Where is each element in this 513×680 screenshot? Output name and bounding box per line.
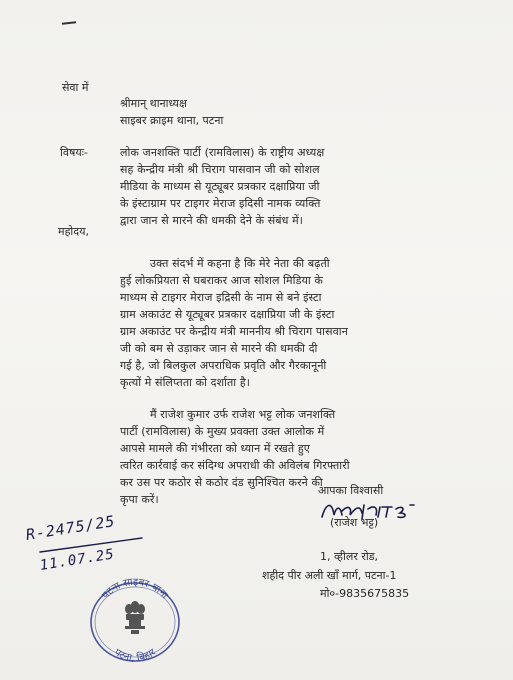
- receipt-ref: R-2475/25: [24, 511, 117, 544]
- recipient-line-2: साइबर क्राइम थाना, पटना: [120, 114, 224, 127]
- paragraph-line: त्वरित कार्रवाई कर संदिग्ध अपराधी की अविलंब गिरफ्तारी: [120, 459, 350, 472]
- paragraph-line: पार्टी (रामविलास) के मुख्य प्रवक्ता उक्त आलोक में: [120, 425, 325, 438]
- paragraph-line: जी को बम से उड़ाकर जान से मारने की धमकी दी: [120, 342, 318, 355]
- paragraph-line: गई है, जो बिलकुल अपराधिक प्रवृति और गैरकानूनी: [120, 359, 327, 372]
- paragraph-line: कर उस पर कठोर से कठोर दंड सुनिश्चित करने की: [120, 476, 323, 489]
- subject-line: मीडिया के माध्यम से यूट्यूबर प्रत्रकार दक्षाप्रिया जी: [120, 180, 320, 193]
- salutation-to: सेवा में: [62, 81, 89, 94]
- greeting: महोदय,: [58, 225, 89, 238]
- mobile-number: मो०-9835675835: [320, 587, 410, 600]
- paragraph-line: ग्राम अकाउंट से यूट्यूबर प्रत्रकार दक्षाप्रिया जी के इंस्टा: [120, 308, 335, 321]
- subject-line: लोक जनशक्ति पार्टी (रामविलास) के राष्ट्रीय अध्यक्ष: [120, 146, 325, 159]
- paragraph-line: कृत्यों मे संलिप्तता को दर्शाता है।: [120, 376, 251, 389]
- paragraph-line: माध्यम से टाइगर मेराज इद्रिसी के नाम से बने इंस्टा: [120, 291, 322, 304]
- receipt-note: [22, 512, 162, 582]
- subject-label: विषयः-: [60, 146, 88, 159]
- recipient-line-1: श्रीमान् थानाध्यक्ष: [120, 97, 187, 110]
- stamp-top-text: पटना साइबर थाना: [100, 577, 170, 602]
- subject-line: द्वारा जान से मारने की धमकी देने के संबंध में।: [120, 214, 304, 227]
- paragraph-line: ग्राम अकाउंट पर केन्द्रीय मंत्री माननीय श्री चिराग पासवान: [120, 325, 348, 338]
- paragraph-line: हुई लोकप्रियता से घबराकर आज सोशल मिडिया के: [120, 274, 323, 287]
- address-line-1: 1, व्हीलर रोड,: [320, 550, 379, 563]
- stamp-bottom-text: पटना, बिहार: [112, 647, 158, 663]
- address-line-2: शहीद पीर अली खाँ मार्ग, पटना-1: [262, 569, 397, 582]
- closing: आपका विश्वासी: [318, 484, 384, 497]
- signer-name: (राजेश भट्ट): [330, 516, 379, 529]
- receipt-date: 11.07.25: [38, 546, 116, 574]
- paragraph-line: उक्त संदर्भ में कहना है कि मेरे नेता की बढ़ती: [150, 257, 330, 270]
- top-dash-mark: [62, 21, 76, 24]
- national-emblem-icon: [125, 601, 145, 634]
- subject-line: के इंस्टाग्राम पर टाइगर मेराज इदिसी नामक व्यक्ति: [120, 197, 321, 210]
- paragraph-line: कृपा करें।: [120, 493, 159, 506]
- subject-line: सह केन्द्रीय मंत्री श्री चिराग पासवान जी को सोशल: [120, 163, 320, 176]
- paragraph-line: आपसे मामले की गंभीरता को ध्यान में रखते हुए: [120, 442, 310, 455]
- police-station-stamp: [85, 577, 185, 663]
- paragraph-line: मैं राजेश कुमार उर्फ राजेश भट्ट लोक जनशक्ति: [150, 408, 336, 421]
